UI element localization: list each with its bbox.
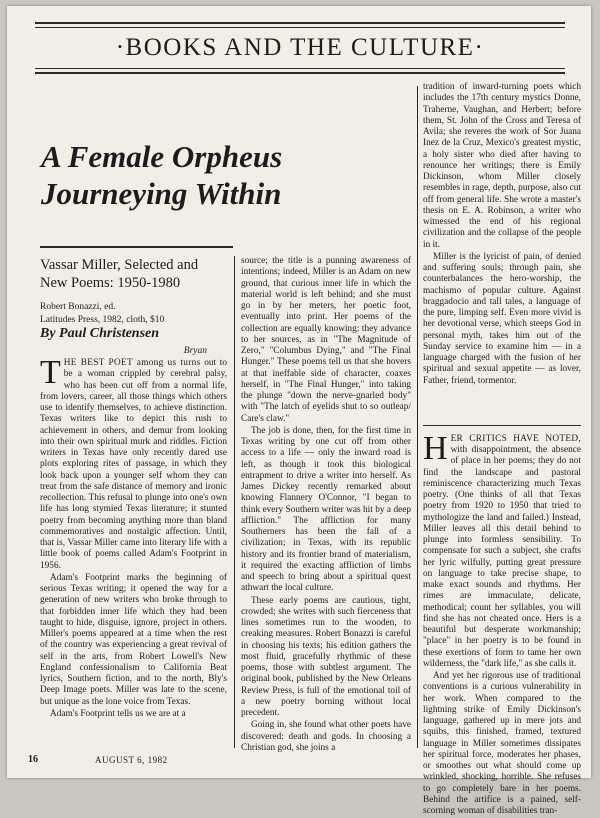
lead-in: HE BEST POET among us turns bbox=[63, 358, 201, 368]
column-2 bbox=[241, 256, 411, 755]
column-3-paragraph-4: And yet her rigorous use of traditional conventions is a curious vulnerability in her work. When compared to the lightning strike of Emily Dickinson's language, gathered up in mere jots and squibs, this finished, framed, textured language in Miller sometimes dissipates her spiritual force, moderates her phases, or smoothes out what should come up wrinkled, shocking, horrible. She refuses to go completely bare in her poems. Behind the artifice is a pained, self-scorning woman of disabilities tran- bbox=[423, 671, 581, 817]
issue-date: AUGUST 6, 1982 bbox=[95, 755, 168, 765]
column-2-paragraph-1: source; the title is a punning awareness of intentions; indeed, Miller is an Adam on new ground, that curious inner life in which the material world is left behind; and she must go in by her meters, her poetic foot, eventually into print. Her poems of the collection are equally knowing: they advance to her sources, as in "The Magnitude of Zero," "Columbus Dying," and "The Final Hunger." These poems tell us that she hovers at that ineffable side of character, coaxes herself, in "The Final Hunger," into taking the plunge "down the nerve-gnarled body" with "The latch of eyelids shut to so outleap/ Care's claw." bbox=[241, 256, 411, 424]
headline-line-1: A Female Orpheus bbox=[41, 139, 283, 174]
headline-line-2: Journeying Within bbox=[41, 176, 282, 211]
book-editor: Robert Bonazzi, ed. bbox=[40, 302, 116, 312]
section-title: ·BOOKS AND THE CULTURE· bbox=[115, 34, 485, 61]
column-1 bbox=[40, 354, 228, 721]
byline-location: Bryan bbox=[183, 346, 207, 356]
magazine-page bbox=[7, 6, 591, 817]
headline-rule bbox=[40, 246, 233, 248]
column-2-paragraph-4: Going in, she found what other poets have discovered: death and gods. In choosing a Christian god, she joins a bbox=[241, 720, 411, 753]
column-3-paragraph-2: Miller is the lyricist of pain, of denied and suffering souls; through pain, she counterbalances the hero-worship, the machismo of popular culture. Against braggadocio and tall tales, a language of the pure, limping self. Even more vivid is her devotional verse, which steeps God in personal myth, takes him out of the Sunday service to examine him — in a language charged with the fusion of her spiritual and sexual appetite — as lover, Father, friend, tormentor. bbox=[423, 251, 581, 386]
section-rule bbox=[423, 425, 581, 426]
book-title: Vassar Miller, Selected and New Poems: 1950-1980 bbox=[40, 257, 199, 291]
column-3-paragraph-1: tradition of inward-turning poets which includes the 17th century mystics Donne, Traherne, Vaughan, and Herbert; before them, St. John of the Cross and Teresa of Avila; she reveres the work of Sor Juana Inez de la Cruz, Mexico's greatest mystic, a holy sister who died after having to renounce her writings; there is Emily Dickinson, whom Miller closely resembles in rage, depth, purpose, also cut off from general life. She wrote a master's thesis on E. A. Robinson, a writer who witnessed the end of his regional civilization and the collapse of the people in it. bbox=[423, 82, 581, 250]
article-headline bbox=[41, 138, 371, 212]
drop-cap: T bbox=[40, 354, 61, 391]
column-1-paragraph-1: T HE BEST POET among us turns out to be a woman crippled by cerebral palsy, who has been cut off from a normal life, from lovers, career, all those things which others use to identify themselves, to achieve distinction. Texas writers like to depict this rush to achievement in others, and demur from looking into their own spiritual murk and riddles. Fiction writers in Texas have only recently dared use plots exploring rites of passage, in which they look back upon a younger self whom they can treat from the safe distance of memory and ironic recollection. This refusal to plunge into one's own life has long stymied Texas literature; it stunted poetry from becoming anything more than bland commemoratives and nostalgic affection. Until, that is, Vassar Miller came into literary life with a little book of poems called Adam's Footprint in 1956. bbox=[40, 354, 228, 571]
column-3 bbox=[423, 82, 581, 818]
column-2-paragraph-2: The job is done, then, for the first time in Texas writing by one cut off from other access to a life — only the inward road is left, as though it took this biological entrapment to drive a writer into herself. As James Dickey recently remarked about knowing Flannery O'Connor, "I began to think every Southern writer was hit by a deep affliction." The affliction for many Southerners has been the fall of a civilization; in Texas, with its republic history and its frontier brand of materialism, it required the exacting affliction of limbs and speech to bring about a spiritual quest athwart the local culture. bbox=[241, 425, 411, 594]
byline-author: By Paul Christensen bbox=[40, 326, 160, 341]
column-divider bbox=[417, 86, 418, 748]
section-header bbox=[35, 22, 565, 74]
column-2-paragraph-3: These early poems are cautious, tight, crowded; she writes with such fierceness that lines sometimes run to the wooden, to creaking measures. Robert Bonazzi is careful in choosing his texts; his edition gathers the most fluid, gracefully rhythmic of these poems, those with subtlest argument. The original book, published by the New Orleans Review Press, is full of the emotional toil of a new poetry borning without local precedent. bbox=[241, 595, 411, 718]
column-1-paragraph-3: Adam's Footprint tells us we are at a bbox=[50, 708, 186, 719]
drop-cap: H bbox=[423, 429, 448, 467]
column-3-paragraph-3: H ER CRITICS HAVE NOTED, with disappointment, the absence of place in her poems; they do not find the landscape and pastoral reminiscence characterizing much Texas poetry. (One thinks of all that Texas poetry from 1920 to 1950 that tried to mythologize the land and failed.) Instead, Miller leaves all this detail behind to plunge into formless sensibility. To compensate for such a subject, she crafts her lyric wilfully, putting great pressure on language to take precise shape, to make exact sounds and rhythms. Her rimes are immaculate, delicate, methodical; count her syllables, you will find she has not cheated once. Hers is a beautiful but desperate workmanship; "place" in her poetry is to be found in these exertions of form to tame her own wilderness, the "dark life," as she calls it. bbox=[423, 429, 581, 669]
lead-in: ER CRITICS HAVE NOTED, bbox=[450, 433, 581, 444]
column-1-paragraph-2: Adam's Footprint marks the beginning of serious Texas writing; it opened the way for a generation of new writers who broke through to that forbidden inner life which they had been taught to hide, disguise, ignore, project in others. Miller's poems appeared at a time when the rest of the country was experiencing a great revival of self in the arts, from Robert Lowell's New England confessionalism to California Beat lyrics, Southern fiction, and to the north, Bly's Deep Image poets. Miller was late to the scene, but unique as the lone voice from Texas. bbox=[40, 572, 227, 707]
column-divider bbox=[234, 256, 235, 748]
book-meta bbox=[40, 301, 230, 326]
page-number: 16 bbox=[28, 754, 38, 765]
book-publisher: Latitudes Press, 1982, cloth, $10 bbox=[40, 314, 165, 325]
